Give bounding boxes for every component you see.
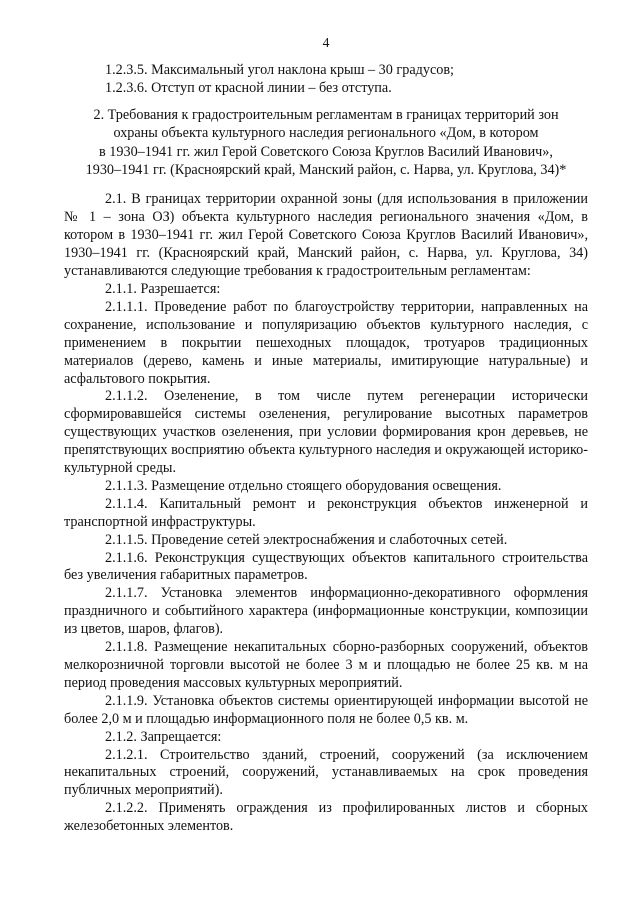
heading-line-2: охраны объекта культурного наследия регионального «Дом, в котором xyxy=(113,125,539,142)
paragraph-2-1-2-1: 2.1.2.1. Строительство зданий, строений, сооружений (за исключением некапитальных строений, сооружений, устанавливаемых на срок проведения публичных мероприятий). xyxy=(64,746,588,799)
paragraph-2-1-1-4: 2.1.1.4. Капитальный ремонт и реконструкция объектов инженерной и транспортной инфраструктуры. xyxy=(64,495,588,530)
paragraph-2-1: 2.1. В границах территории охранной зоны (для использования в приложении № 1 – зона ОЗ) объекта культурного наследия регионального значения «Дом, в котором в 1930–1941 гг. жил Герой Советского Союза Круглов Василий Иванович», 1930–1941 гг. (Красноярский край, Манский район, с. Нарва, ул. Круглова, 34) устанавливаются следующие требования к градостроительным регламентам: xyxy=(64,191,588,280)
section-heading xyxy=(64,106,588,180)
heading-line-3: в 1930–1941 гг. жил Герой Советского Союза Круглов Василий Иванович», xyxy=(99,143,553,160)
item-1-2-3-6: 1.2.3.6. Отступ от красной линии – без отступа. xyxy=(105,79,392,96)
paragraph-2-1-1: 2.1.1. Разрешается: xyxy=(105,280,221,297)
page-number: 4 xyxy=(322,35,330,50)
paragraph-2-1-1-8: 2.1.1.8. Размещение некапитальных сборно-разборных сооружений, объектов мелкорозничной торговли высотой не более 3 м и площадью не более 25 кв. м на период проведения массовых культурных мероприятий. xyxy=(64,639,588,691)
paragraph-2-1-1-6: 2.1.1.6. Реконструкция существующих объектов капитального строительства без увеличения габаритных параметров. xyxy=(64,549,588,584)
paragraph-2-1-1-5: 2.1.1.5. Проведение сетей электроснабжения и слаботочных сетей. xyxy=(105,531,508,548)
paragraph-2-1-1-7: 2.1.1.7. Установка элементов информационно-декоративного оформления праздничного и событийного характера (информационные конструкции, композиции из цветов, шаров, флагов). xyxy=(64,585,588,638)
paragraph-2-1-1-1: 2.1.1.1. Проведение работ по благоустройству территории, направленных на сохранение, использование и популяризацию объектов культурного наследия, с применением в покрытии пешеходных площадок, тротуаров традиционных материалов (дерево, камень и иные материалы, имитирующие натуральные) и асфальтового покрытия. xyxy=(64,298,588,387)
paragraph-2-1-1-3: 2.1.1.3. Размещение отдельно стоящего оборудования освещения. xyxy=(105,477,502,494)
heading-line-1: 2. Требования к градостроительным регламентам в границах территорий зон xyxy=(93,106,559,123)
paragraph-2-1-1-9: 2.1.1.9. Установка объектов системы ориентирующей информации высотой не более 2,0 м и площадью информационного поля не более 0,5 кв. м. xyxy=(64,692,588,727)
item-1-2-3-5: 1.2.3.5. Максимальный угол наклона крыш – 30 градусов; xyxy=(105,62,454,78)
heading-line-4: 1930–1941 гг. (Красноярский край, Манский район, с. Нарва, ул. Круглова, 34)* xyxy=(85,162,567,179)
paragraph-2-1-2-2: 2.1.2.2. Применять ограждения из профилированных листов и сборных железобетонных элементов. xyxy=(64,800,588,835)
paragraph-2-1-2: 2.1.2. Запрещается: xyxy=(105,728,222,745)
paragraph-2-1-1-2: 2.1.1.2. Озеленение, в том числе путем регенерации исторически сформировавшейся системы озеленения, регулирование высотных параметров существующих участков озеленения, при условии формирования крон деревьев, не препятствующих восприятию объекта культурного наследия и окружающей историко-культурной среды. xyxy=(64,388,588,477)
